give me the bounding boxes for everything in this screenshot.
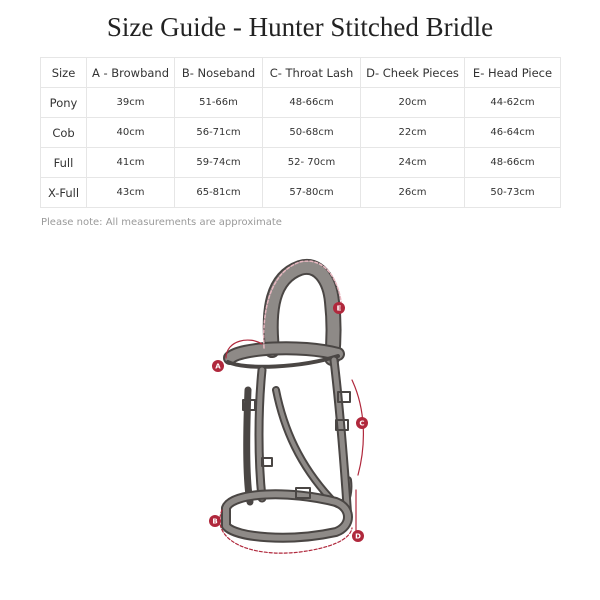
table-cell: 20cm <box>361 88 465 118</box>
table-header-row <box>41 58 561 88</box>
table-cell: 51-66m <box>175 88 263 118</box>
table-cell: 39cm <box>87 88 175 118</box>
table-row <box>41 88 561 118</box>
page-title: Size Guide - Hunter Stitched Bridle <box>106 12 494 42</box>
table-cell: 52- 70cm <box>263 148 361 178</box>
table-cell: 50-73cm <box>465 178 561 208</box>
left-strap <box>247 390 250 502</box>
svg-text:D: D <box>355 532 361 541</box>
svg-text:C: C <box>359 419 365 428</box>
size-label: Pony <box>41 88 87 118</box>
svg-text:A: A <box>215 362 221 371</box>
svg-text:E: E <box>336 304 342 313</box>
header-size: Size <box>41 58 87 88</box>
size-label: Full <box>41 148 87 178</box>
marker-e <box>333 302 345 314</box>
table-cell: 41cm <box>87 148 175 178</box>
table-cell: 48-66cm <box>465 148 561 178</box>
table-row <box>41 178 561 208</box>
header-head-piece: E- Head Piece <box>465 58 561 88</box>
table-cell: 40cm <box>87 118 175 148</box>
bridle-diagram <box>0 240 600 600</box>
table-cell: 50-68cm <box>263 118 361 148</box>
table-cell: 56-71cm <box>175 118 263 148</box>
marker-d <box>352 530 364 542</box>
table-cell: 46-64cm <box>465 118 561 148</box>
marker-c <box>356 417 368 429</box>
table-cell: 59-74cm <box>175 148 263 178</box>
table-cell: 24cm <box>361 148 465 178</box>
table-row <box>41 148 561 178</box>
table-cell: 43cm <box>87 178 175 208</box>
table-cell: 26cm <box>361 178 465 208</box>
table-cell: 44-62cm <box>465 88 561 118</box>
table-cell: 48-66cm <box>263 88 361 118</box>
table-cell: 65-81cm <box>175 178 263 208</box>
header-browband: A - Browband <box>87 58 175 88</box>
table-cell: 57-80cm <box>263 178 361 208</box>
marker-b <box>209 515 221 527</box>
table-row <box>41 118 561 148</box>
header-noseband: B- Noseband <box>175 58 263 88</box>
marker-a <box>212 360 224 372</box>
size-table <box>40 57 561 208</box>
size-label: X-Full <box>41 178 87 208</box>
header-throat-lash: C- Throat Lash <box>263 58 361 88</box>
table-cell: 22cm <box>361 118 465 148</box>
header-cheek-pieces: D- Cheek Pieces <box>361 58 465 88</box>
svg-text:B: B <box>212 517 218 526</box>
size-label: Cob <box>41 118 87 148</box>
measurement-note: Please note: All measurements are approximate <box>41 217 282 228</box>
